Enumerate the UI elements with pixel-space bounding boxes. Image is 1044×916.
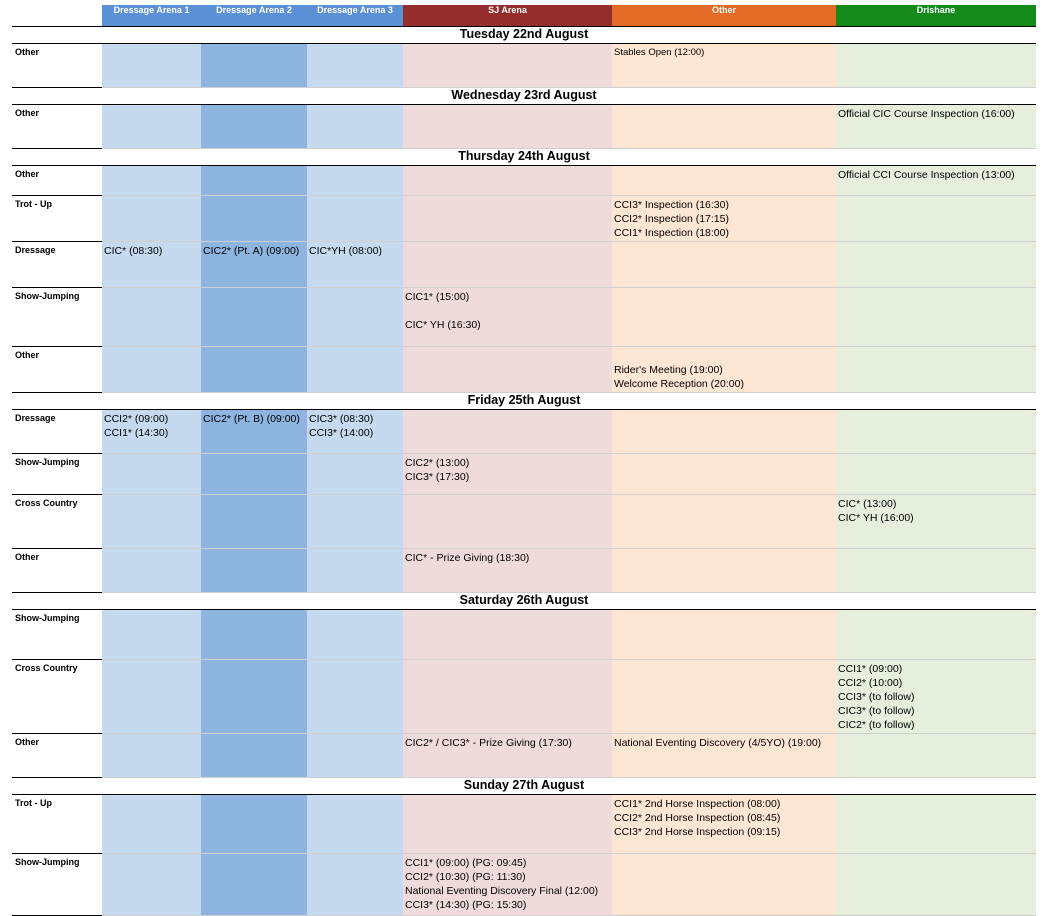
schedule-cell xyxy=(612,660,836,734)
event-entry: CCI1* (14:30) xyxy=(104,427,169,439)
schedule-cell xyxy=(403,410,612,454)
schedule-cell xyxy=(201,166,307,196)
day-header-row xyxy=(12,393,1036,410)
row-category: Dressage xyxy=(12,410,102,454)
schedule-row xyxy=(12,196,1036,242)
schedule-cell xyxy=(612,44,836,88)
schedule-cell xyxy=(612,454,836,495)
column-header-drishane: Drishane xyxy=(836,5,1036,27)
event-entry: National Eventing Discovery Final (12:00) xyxy=(405,885,599,897)
event-entry: CIC* (13:00) xyxy=(838,498,897,510)
schedule-cell xyxy=(307,166,403,196)
schedule-row xyxy=(12,660,1036,734)
schedule-cell xyxy=(836,454,1036,495)
column-header-dressage-arena-3: Dressage Arena 3 xyxy=(307,5,403,27)
schedule-cell xyxy=(836,105,1036,149)
schedule-cell xyxy=(102,610,201,660)
schedule-row xyxy=(12,495,1036,549)
day-title: Saturday 26th August xyxy=(12,593,1036,610)
event-entry: Official CCI Course Inspection (13:00) xyxy=(838,169,1015,181)
row-category: Other xyxy=(12,734,102,778)
schedule-cell xyxy=(612,549,836,593)
day-title: Sunday 27th August xyxy=(12,778,1036,795)
schedule-cell xyxy=(403,660,612,734)
row-category: Cross Country xyxy=(12,660,102,734)
column-header-row xyxy=(12,5,1036,27)
schedule-cell xyxy=(307,454,403,495)
row-category: Other xyxy=(12,347,102,393)
schedule-cell xyxy=(102,734,201,778)
event-entry: CIC* (08:30) xyxy=(104,245,163,257)
schedule-cell xyxy=(102,495,201,549)
schedule-cell xyxy=(612,410,836,454)
schedule-cell xyxy=(612,795,836,854)
event-entry: CIC2* (Pt. B) (09:00) xyxy=(203,413,300,425)
schedule-cell xyxy=(201,549,307,593)
event-entry xyxy=(614,349,836,363)
schedule-row xyxy=(12,854,1036,916)
column-header-sj-arena: SJ Arena xyxy=(403,5,612,27)
event-entry: CIC2* (13:00) xyxy=(405,457,470,469)
event-entry: CCI1* 2nd Horse Inspection (08:00) xyxy=(614,798,781,810)
schedule-cell xyxy=(836,660,1036,734)
schedule-cell xyxy=(102,454,201,495)
event-entry: Stables Open (12:00) xyxy=(614,47,705,58)
event-entry: CCI2* 2nd Horse Inspection (08:45) xyxy=(614,812,781,824)
day-header-row xyxy=(12,149,1036,166)
schedule-cell xyxy=(201,454,307,495)
schedule-cell xyxy=(403,105,612,149)
schedule-cell xyxy=(612,166,836,196)
event-entry: CIC3* (17:30) xyxy=(405,471,470,483)
schedule-row xyxy=(12,166,1036,196)
schedule-cell xyxy=(403,854,612,916)
row-category: Dressage xyxy=(12,242,102,288)
schedule-cell xyxy=(836,734,1036,778)
schedule-cell xyxy=(836,495,1036,549)
schedule-cell xyxy=(612,105,836,149)
schedule-cell xyxy=(201,854,307,916)
day-title: Thursday 24th August xyxy=(12,149,1036,166)
schedule-cell xyxy=(836,44,1036,88)
schedule-cell xyxy=(612,854,836,916)
schedule-cell xyxy=(307,44,403,88)
schedule-cell xyxy=(307,347,403,393)
event-entry: CCI2* Inspection (17:15) xyxy=(614,213,729,225)
row-category: Show-Jumping xyxy=(12,288,102,347)
event-entry: Rider's Meeting (19:00) xyxy=(614,364,723,376)
event-entry: CIC3* (08:30) xyxy=(309,413,374,425)
schedule-cell xyxy=(201,410,307,454)
schedule-cell xyxy=(102,105,201,149)
schedule-cell xyxy=(836,288,1036,347)
row-category: Trot - Up xyxy=(12,795,102,854)
schedule-cell xyxy=(102,410,201,454)
schedule-cell xyxy=(403,288,612,347)
schedule-cell xyxy=(307,854,403,916)
schedule-cell xyxy=(403,44,612,88)
schedule-cell xyxy=(612,288,836,347)
schedule-cell xyxy=(403,454,612,495)
row-category: Cross Country xyxy=(12,495,102,549)
schedule-cell xyxy=(307,242,403,288)
schedule-cell xyxy=(612,734,836,778)
schedule-row xyxy=(12,454,1036,495)
schedule-cell xyxy=(307,105,403,149)
schedule-cell xyxy=(307,410,403,454)
schedule-cell xyxy=(403,495,612,549)
schedule-row xyxy=(12,347,1036,393)
schedule-cell xyxy=(612,495,836,549)
row-category: Other xyxy=(12,166,102,196)
schedule-cell xyxy=(836,242,1036,288)
event-entry: CCI2* (09:00) xyxy=(104,413,169,425)
event-entry: Welcome Reception (20:00) xyxy=(614,378,744,390)
schedule-cell xyxy=(201,196,307,242)
schedule-cell xyxy=(307,660,403,734)
schedule-cell xyxy=(836,166,1036,196)
schedule-cell xyxy=(102,549,201,593)
schedule-cell xyxy=(403,347,612,393)
event-entry: CIC* - Prize Giving (18:30) xyxy=(405,552,530,564)
event-entry: CCI1* (09:00) (PG: 09:45) xyxy=(405,857,527,869)
schedule-cell xyxy=(403,196,612,242)
schedule-cell xyxy=(201,660,307,734)
day-title: Wednesday 23rd August xyxy=(12,88,1036,105)
day-title: Tuesday 22nd August xyxy=(12,27,1036,44)
row-category: Other xyxy=(12,549,102,593)
schedule-row xyxy=(12,288,1036,347)
event-entry: CCI3* (to follow) xyxy=(838,691,915,703)
event-entry: CIC2* (Pt. A) (09:00) xyxy=(203,245,300,257)
schedule-cell xyxy=(836,549,1036,593)
event-entry: National Eventing Discovery (4/5YO) (19:00) xyxy=(614,737,822,749)
schedule-cell xyxy=(307,495,403,549)
corner-cell xyxy=(12,5,102,27)
schedule-cell xyxy=(201,347,307,393)
schedule-cell xyxy=(102,288,201,347)
schedule-cell xyxy=(403,549,612,593)
day-header-row xyxy=(12,593,1036,610)
schedule-cell xyxy=(102,242,201,288)
schedule-cell xyxy=(836,410,1036,454)
row-category: Trot - Up xyxy=(12,196,102,242)
day-header-row xyxy=(12,778,1036,795)
row-category: Show-Jumping xyxy=(12,454,102,495)
event-entry: CCI1* Inspection (18:00) xyxy=(614,227,729,239)
day-title: Friday 25th August xyxy=(12,393,1036,410)
schedule-cell xyxy=(403,242,612,288)
schedule-cell xyxy=(836,196,1036,242)
event-entry: CCI3* (14:00) xyxy=(309,427,374,439)
schedule-cell xyxy=(403,166,612,196)
schedule-row xyxy=(12,105,1036,149)
event-entry: CCI2* (10:30) (PG: 11:30) xyxy=(405,871,526,883)
event-entry: CCI3* 2nd Horse Inspection (09:15) xyxy=(614,826,781,838)
event-entry: CIC* YH (16:30) xyxy=(405,319,481,331)
schedule-cell xyxy=(403,734,612,778)
schedule-cell xyxy=(201,795,307,854)
event-entry: CIC*YH (08:00) xyxy=(309,245,382,257)
event-entry: CCI1* (09:00) xyxy=(838,663,903,675)
schedule-cell xyxy=(201,610,307,660)
schedule-cell xyxy=(201,242,307,288)
schedule-row xyxy=(12,242,1036,288)
schedule-cell xyxy=(403,610,612,660)
schedule-table xyxy=(12,5,1036,916)
schedule-row xyxy=(12,410,1036,454)
schedule-cell xyxy=(307,795,403,854)
schedule-cell xyxy=(201,105,307,149)
schedule-cell xyxy=(102,196,201,242)
event-entry: CIC2* / CIC3* - Prize Giving (17:30) xyxy=(405,737,572,749)
row-category: Show-Jumping xyxy=(12,854,102,916)
schedule-row xyxy=(12,734,1036,778)
event-entry: Official CIC Course Inspection (16:00) xyxy=(838,108,1015,120)
schedule-row xyxy=(12,44,1036,88)
day-header-row xyxy=(12,27,1036,44)
schedule-row xyxy=(12,795,1036,854)
column-header-dressage-arena-1: Dressage Arena 1 xyxy=(102,5,201,27)
event-entry: CCI2* (10:00) xyxy=(838,677,903,689)
event-entry: CCI3* (14:30) (PG: 15:30) xyxy=(405,899,527,911)
schedule-cell xyxy=(307,288,403,347)
schedule-cell xyxy=(307,549,403,593)
schedule-cell xyxy=(307,610,403,660)
column-header-dressage-arena-2: Dressage Arena 2 xyxy=(201,5,307,27)
schedule-cell xyxy=(307,196,403,242)
schedule-row xyxy=(12,549,1036,593)
schedule-cell xyxy=(102,166,201,196)
schedule-cell xyxy=(102,347,201,393)
schedule-cell xyxy=(102,44,201,88)
event-entry: CIC1* (15:00) xyxy=(405,291,470,303)
schedule-cell xyxy=(307,734,403,778)
column-header-other: Other xyxy=(612,5,836,27)
day-header-row xyxy=(12,88,1036,105)
schedule-cell xyxy=(102,660,201,734)
schedule-cell xyxy=(102,854,201,916)
schedule-body xyxy=(12,5,1036,916)
schedule-cell xyxy=(201,288,307,347)
schedule-row xyxy=(12,610,1036,660)
event-entry: CIC* YH (16:00) xyxy=(838,512,914,524)
schedule-cell xyxy=(612,347,836,393)
schedule-cell xyxy=(612,196,836,242)
schedule-cell xyxy=(201,495,307,549)
schedule-cell xyxy=(612,610,836,660)
schedule-cell xyxy=(836,854,1036,916)
schedule-cell xyxy=(201,44,307,88)
event-entry xyxy=(405,304,612,318)
schedule-cell xyxy=(201,734,307,778)
row-category: Show-Jumping xyxy=(12,610,102,660)
row-category: Other xyxy=(12,105,102,149)
schedule-cell xyxy=(836,347,1036,393)
row-category: Other xyxy=(12,44,102,88)
schedule-cell xyxy=(102,795,201,854)
event-entry: CIC2* (to follow) xyxy=(838,719,915,731)
schedule-cell xyxy=(836,795,1036,854)
event-entry: CIC3* (to follow) xyxy=(838,705,915,717)
schedule-cell xyxy=(836,610,1036,660)
event-entry: CCI3* Inspection (16:30) xyxy=(614,199,729,211)
schedule-cell xyxy=(612,242,836,288)
schedule-cell xyxy=(403,795,612,854)
